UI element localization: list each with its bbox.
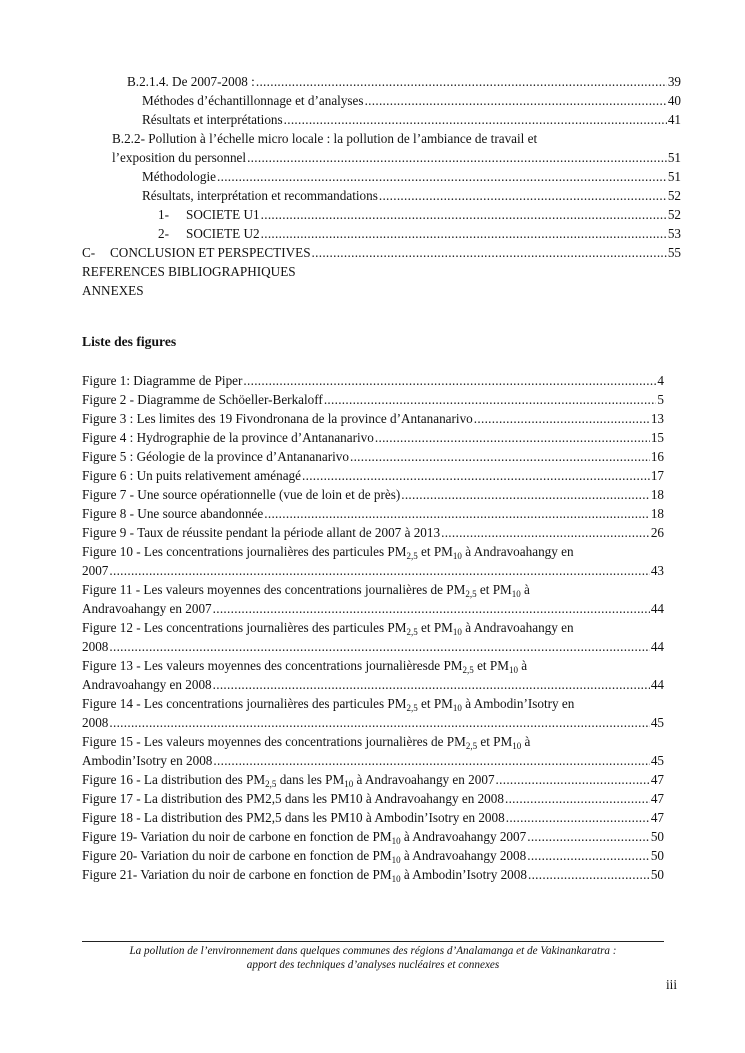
- figure-entry[interactable]: Figure 9 - Taux de réussite pendant la période allant de 2007 à 2013 ..... 26: [82, 523, 664, 542]
- figure-entry[interactable]: Figure 8 - Une source abandonnée ..... 18: [82, 504, 664, 523]
- figure-entry[interactable]: Andravoahangy en 2008 ..... 44: [82, 675, 664, 694]
- toc-entry[interactable]: Résultats et interprétations ..... 41: [142, 110, 681, 129]
- page-footer: [82, 944, 664, 972]
- toc-references[interactable]: REFERENCES BIBLIOGRAPHIQUES: [82, 264, 296, 279]
- page-number: iii: [666, 977, 677, 992]
- figure-entry[interactable]: Figure 7 - Une source opérationnelle (vue de loin et de près) ..... 18: [82, 485, 664, 504]
- toc-entry[interactable]: 2- SOCIETE U2 ..... 53: [158, 224, 681, 243]
- figures-heading: Liste des figures: [82, 334, 177, 349]
- toc-entry-line[interactable]: B.2.2- Pollution à l’échelle micro locale : la pollution de l’ambiance de travail et: [112, 131, 538, 146]
- figure-entry[interactable]: Ambodin’Isotry en 2008 ..... 45: [82, 751, 664, 770]
- footer-line: apport des techniques d’analyses nucléaires et connexes: [246, 959, 500, 971]
- toc-entry[interactable]: Méthodes d’échantillonnage et d’analyses ..... 40: [142, 91, 681, 110]
- toc-entry[interactable]: l’exposition du personnel ..... 51: [112, 148, 681, 167]
- toc-entry[interactable]: Méthodologie ..... 51: [142, 167, 681, 186]
- figure-entry[interactable]: Figure 20- Variation du noir de carbone en fonction de $PM_{10}$ à Andravoahangy 2008 ..... 50: [82, 846, 664, 865]
- figure-entry[interactable]: Figure 2 - Diagramme de Schöeller-Berkaloff ..... 5: [82, 390, 664, 409]
- figure-entry[interactable]: Figure 4 : Hydrographie de la province d’Antananarivo ..... 15: [82, 428, 664, 447]
- figure-entry[interactable]: Andravoahangy en 2007 ..... 44: [82, 599, 664, 618]
- figure-entry[interactable]: Figure 17 - La distribution des PM2,5 dans les PM10 à Andravoahangy en 2008 ..... 47: [82, 789, 664, 808]
- footer-line: La pollution de l’environnement dans quelques communes des régions d’Analamanga et de Vakinankaratra :: [129, 945, 617, 957]
- figure-entry[interactable]: Figure 6 : Un puits relativement aménagé ..... 17: [82, 466, 664, 485]
- figure-entry[interactable]: 2008 ..... 44: [82, 637, 664, 656]
- toc-entry[interactable]: B.2.1.4. De 2007-2008 : ..... 39: [127, 72, 681, 91]
- figure-entry-line[interactable]: Figure 11 - Les valeurs moyennes des concentrations journalières de $PM_{2,5}$ et $PM_{10}$ à: [82, 582, 530, 599]
- toc-entry[interactable]: Résultats, interprétation et recommandations ..... 52: [142, 186, 681, 205]
- figure-entry-line[interactable]: Figure 12 - Les concentrations journalières des particules $PM_{2,5}$ et $PM_{10}$ à Andravoahangy en: [82, 620, 574, 637]
- figure-entry[interactable]: Figure 16 - La distribution des $PM_{2,5}$ dans les $PM_{10}$ à Andravoahangy en 2007 ..... 47: [82, 770, 664, 789]
- figure-entry[interactable]: Figure 18 - La distribution des PM2,5 dans les PM10 à Ambodin’Isotry en 2008 ..... 47: [82, 808, 664, 827]
- toc-entry[interactable]: 1- SOCIETE U1 ..... 52: [158, 205, 681, 224]
- toc-annexes[interactable]: ANNEXES: [82, 283, 144, 298]
- footer-divider: [82, 941, 664, 942]
- figure-entry-line[interactable]: Figure 13 - Les valeurs moyennes des concentrations journalièresde $PM_{2,5}$ et $PM_{10}$ à: [82, 658, 528, 675]
- figure-entry[interactable]: Figure 1: Diagramme de Piper ..... 4: [82, 371, 664, 390]
- figure-entry[interactable]: Figure 3 : Les limites des 19 Fivondronana de la province d’Antananarivo ..... 13: [82, 409, 664, 428]
- toc-entry[interactable]: C- CONCLUSION ET PERSPECTIVES ..... 55: [82, 243, 681, 262]
- figure-entry-line[interactable]: Figure 15 - Les valeurs moyennes des concentrations journalières de $PM_{2,5}$ et $PM_{10}$ à: [82, 734, 531, 751]
- figure-entry[interactable]: 2007 ..... 43: [82, 561, 664, 580]
- figure-entry[interactable]: 2008 ..... 45: [82, 713, 664, 732]
- figure-entry[interactable]: Figure 19- Variation du noir de carbone en fonction de $PM_{10}$ à Andravoahangy 2007 ..... 50: [82, 827, 664, 846]
- figure-entry[interactable]: Figure 21- Variation du noir de carbone en fonction de $PM_{10}$ à Ambodin’Isotry 2008 ..... 50: [82, 865, 664, 884]
- figure-entry-line[interactable]: Figure 14 - Les concentrations journalières des particules $PM_{2,5}$ et $PM_{10}$ à Ambodin’Isotry en: [82, 696, 575, 713]
- figure-entry[interactable]: Figure 5 : Géologie de la province d’Antananarivo ..... 16: [82, 447, 664, 466]
- figure-entry-line[interactable]: Figure 10 - Les concentrations journalières des particules $PM_{2,5}$ et $PM_{10}$ à Andravoahangy en: [82, 544, 574, 561]
